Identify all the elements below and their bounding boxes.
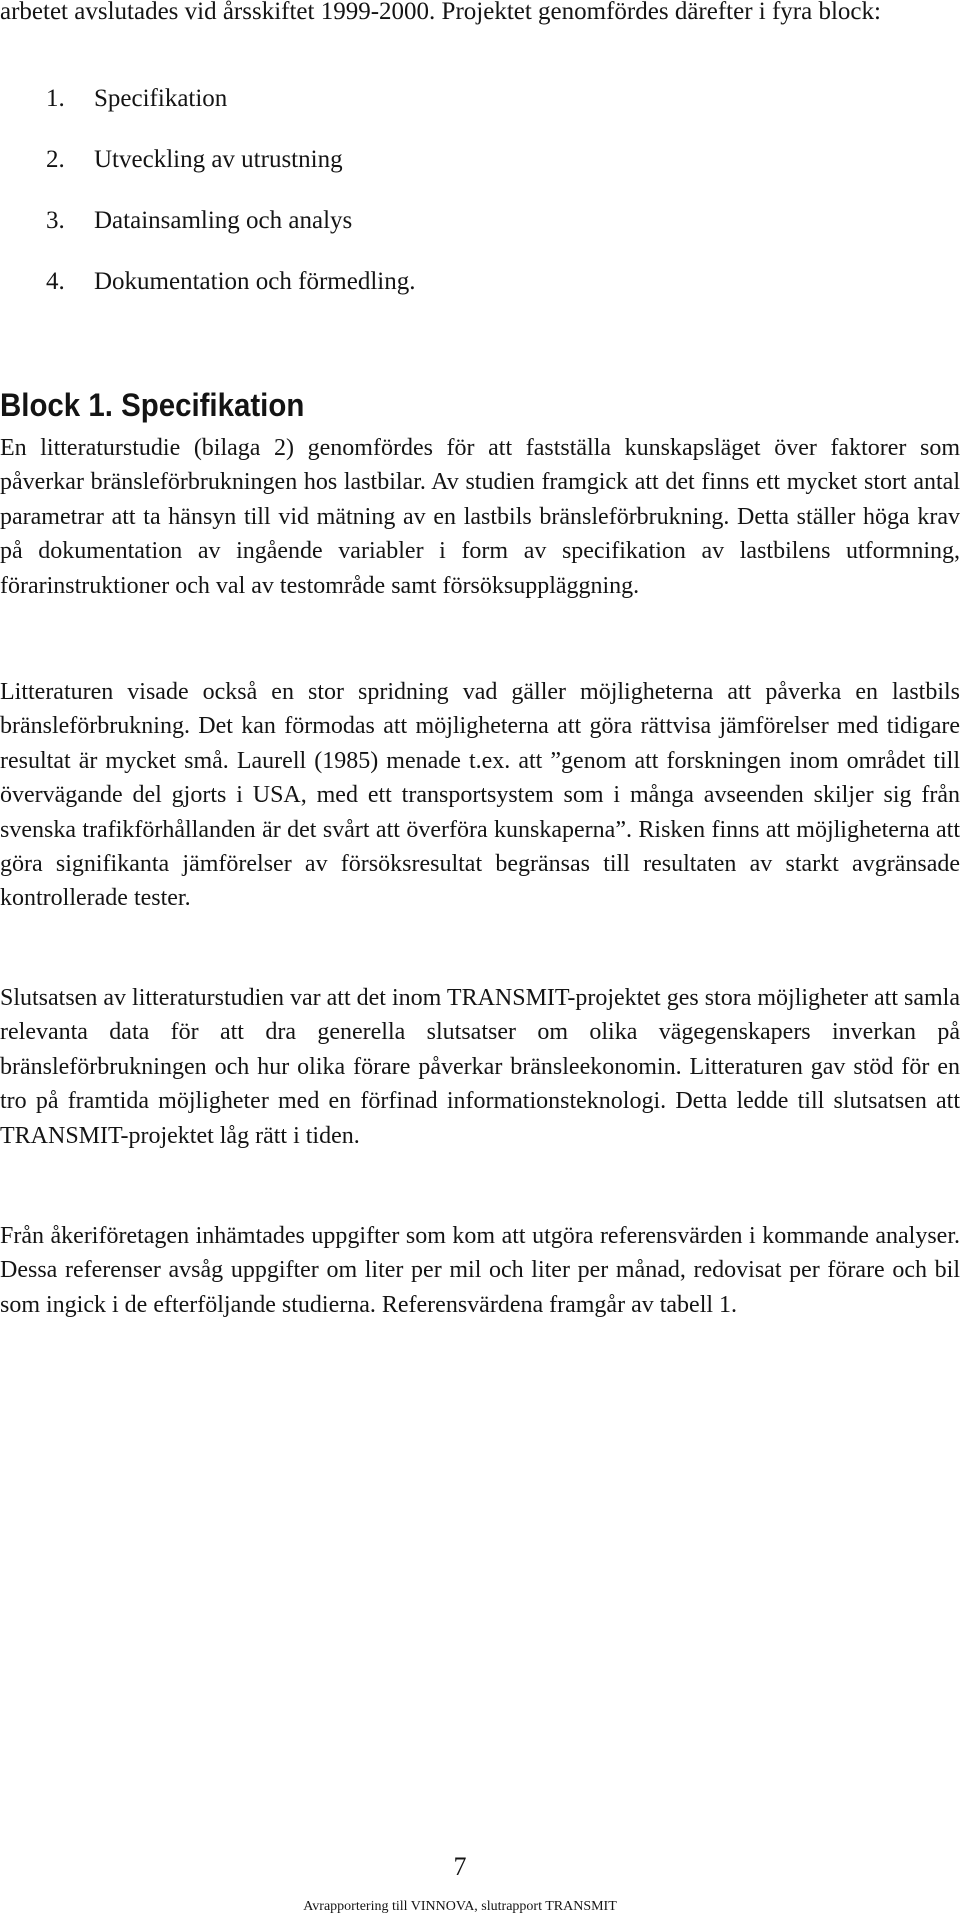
- list-item: [46, 207, 415, 273]
- list-number: 4.: [46, 268, 65, 295]
- project-block-list: [46, 85, 416, 334]
- list-number: 3.: [46, 207, 65, 234]
- paragraph: Litteraturen visade också en stor spridning vad gäller möjligheterna att påverka en lastbils bränsleförbrukning. Det kan förmodas att möjligheterna att göra rättvisa jämförelser med tidigare resultat är mycket små. Laurell (1985) menade t.ex. att ”genom att forskningen inom området till övervägande del gjorts i USA, med ett transportsystem som i många avseenden skiljer sig från svenska trafikförhållanden är det svårt att överföra kunskaperna”. Risken finns att möjligheterna att göra signifikanta jämförelser av försöksresultat begränsas till resultaten av starkt avgränsade kontrollerade tester.: [0, 679, 960, 912]
- intro-text: arbetet avslutades vid årsskiftet 1999-2000. Projektet genomfördes därefter i fyra block:: [0, 0, 881, 25]
- page-footer: Avrapportering till VINNOVA, slutrapport TRANSMIT: [303, 1899, 617, 1914]
- paragraph: Från åkeriföretagen inhämtades uppgifter som kom att utgöra referensvärden i kommande analyser. Dessa referenser avsåg uppgifter om liter per mil och liter per månad, redovisat per förare och bil som ingick i de efterföljande studierna. Referensvärdena framgår av tabell 1.: [0, 1223, 960, 1318]
- list-label: Utveckling av utrustning: [94, 146, 343, 173]
- list-item: [46, 85, 415, 151]
- paragraph: En litteraturstudie (bilaga 2) genomfördes för att fastställa kunskapsläget över faktorer som påverkar bränsleförbrukningen hos lastbilar. Av studien framgick att det finns ett mycket stort antal parametrar att ta hänsyn till vid mätning av en lastbils bränsleförbrukning. Detta ställer höga krav på dokumentation av ingående variabler i form av specifikation av lastbilens utformning, förarinstruktioner och val av testområde samt försöksuppläggning.: [0, 435, 960, 599]
- list-number: 2.: [46, 146, 65, 173]
- list-label: Specifikation: [94, 85, 228, 112]
- paragraph: Slutsatsen av litteraturstudien var att det inom TRANSMIT-projektet ges stora möjligheter att samla relevanta data för att dra generella slutsatser om olika vägegenskapers inverkan på bränsleförbrukningen och hur olika förare påverkar bränsleekonomin. Litteraturen gav stöd för en tro på framtida möjligheter med en förfinad informationsteknologi. Detta ledde till slutsatsen att TRANSMIT-projektet låg rätt i tiden.: [0, 985, 960, 1149]
- list-label: Datainsamling och analys: [94, 207, 353, 234]
- list-item: [46, 268, 416, 334]
- list-label: Dokumentation och förmedling.: [94, 268, 416, 295]
- list-item: [46, 146, 415, 212]
- list-number: 1.: [46, 85, 65, 112]
- page-number: 7: [453, 1852, 467, 1881]
- section-heading: Block 1. Specifikation: [0, 387, 305, 423]
